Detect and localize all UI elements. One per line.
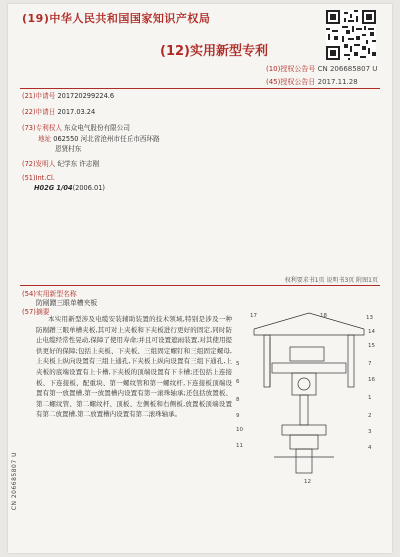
- address-line-1: 062550 河北省沧州市任丘市西环路: [53, 135, 160, 143]
- address-label: 地址: [38, 135, 52, 143]
- figure-label-1: 18: [320, 313, 327, 319]
- application-number-value: 201720299224.6: [57, 92, 115, 100]
- figure-label-6: 6: [236, 379, 240, 385]
- figure-label-14: 2: [368, 413, 372, 419]
- publication-date-value: 2017.11.28: [317, 78, 358, 86]
- patent-page: [8, 4, 392, 553]
- abstract-label: (57)摘要: [22, 308, 50, 316]
- abstract-text: 本实用新型涉及电缆安装辅助装置的技术领域,特别是涉及一种防剐蹭三眼单槽夹板,其可对上夹板和下夹板进行更好的固定,同时防止电缆经常性晃动,保障了使用寿命;并且可设置遮雨装置,对其使用提供更好的保障;包括上夹板、下夹板、三组固定螺钉和三组固定螺母,上夹板上纵向设置有三组上通孔,下夹板上纵向设置有三组下通孔,上夹板的底端设置有上卡槽,下夹板的顶端设置有下卡槽;还包括上连接板、下连接板、配重块、第一螺纹管和第一螺纹杆,下连接板顶端设置有第一放置槽,第一放置槽内设置有第一滚珠轴承;还包括放置板、第二螺纹管、第二螺纹杆、顶板、左侧板和右侧板,放置板顶端设置有第二放置槽,第二放置槽内设置有第二滚珠轴承。: [36, 315, 232, 419]
- address: [38, 135, 160, 144]
- address-line-2-row: [55, 145, 81, 154]
- inventor-label: (72)发明人: [22, 160, 56, 168]
- section-divider: [20, 285, 380, 286]
- technical-drawing: [234, 307, 384, 487]
- assignee-value: 东众电气股份有限公司: [64, 124, 130, 132]
- assignee: [22, 124, 130, 133]
- publication-number: [266, 64, 377, 74]
- publication-date: [266, 77, 358, 87]
- utility-title-value: 防剐蹭三眼单槽夹板: [36, 299, 98, 307]
- figure-label-12: 16: [368, 377, 375, 383]
- figure-label-16: 4: [368, 445, 372, 451]
- publication-number-label: (10)授权公告号: [266, 65, 316, 73]
- figure-label-11: 7: [368, 361, 372, 367]
- application-number: [22, 92, 114, 101]
- figure-label-10: 11: [236, 443, 243, 449]
- figure-label-9: 10: [236, 427, 243, 433]
- inventors: [22, 160, 99, 169]
- publication-date-label: (45)授权公告日: [266, 78, 316, 86]
- int-cl-label: (51)Int.Cl.: [22, 174, 55, 182]
- figure-label-13: 1: [368, 395, 372, 401]
- int-cl: [22, 174, 55, 183]
- figure-label-0: 17: [250, 313, 257, 319]
- figure-label-2: 13: [366, 315, 373, 321]
- header-divider: [20, 88, 380, 89]
- figure-label-15: 3: [368, 429, 372, 435]
- address-line-2: 恩贤村东: [55, 145, 82, 153]
- figure-label-3: 14: [368, 329, 375, 335]
- office-header: (19)中华人民共和国国家知识产权局: [22, 12, 211, 25]
- document-type: (12)实用新型专利: [160, 44, 268, 59]
- application-number-label: (21)申请号: [22, 92, 56, 100]
- page-count-info: 权利要求书1页 说明书3页 附图1页: [284, 277, 378, 284]
- publication-number-value: CN 206685807 U: [317, 65, 378, 73]
- figure-label-5: 5: [236, 361, 240, 367]
- figure-label-4: 15: [368, 343, 375, 349]
- figure-label-17: 12: [304, 479, 311, 485]
- figure-label-7: 8: [236, 397, 240, 403]
- application-date-value: 2017.03.24: [57, 108, 96, 116]
- application-date-label: (22)申请日: [22, 108, 56, 116]
- figure-label-8: 9: [236, 413, 240, 419]
- assignee-label: (73)专利权人: [22, 124, 62, 132]
- qr-code: [326, 10, 376, 60]
- ipc-year: (2006.01): [72, 184, 105, 192]
- utility-title-label: (54)实用新型名称: [22, 290, 77, 298]
- side-publication-code: CN 206685807 U: [11, 452, 18, 511]
- inventor-value: 纪学东 许志刚: [57, 160, 100, 168]
- application-date: [22, 108, 95, 117]
- ipc-code: H02G 1/04: [34, 184, 73, 192]
- ipc-classification: [34, 184, 105, 192]
